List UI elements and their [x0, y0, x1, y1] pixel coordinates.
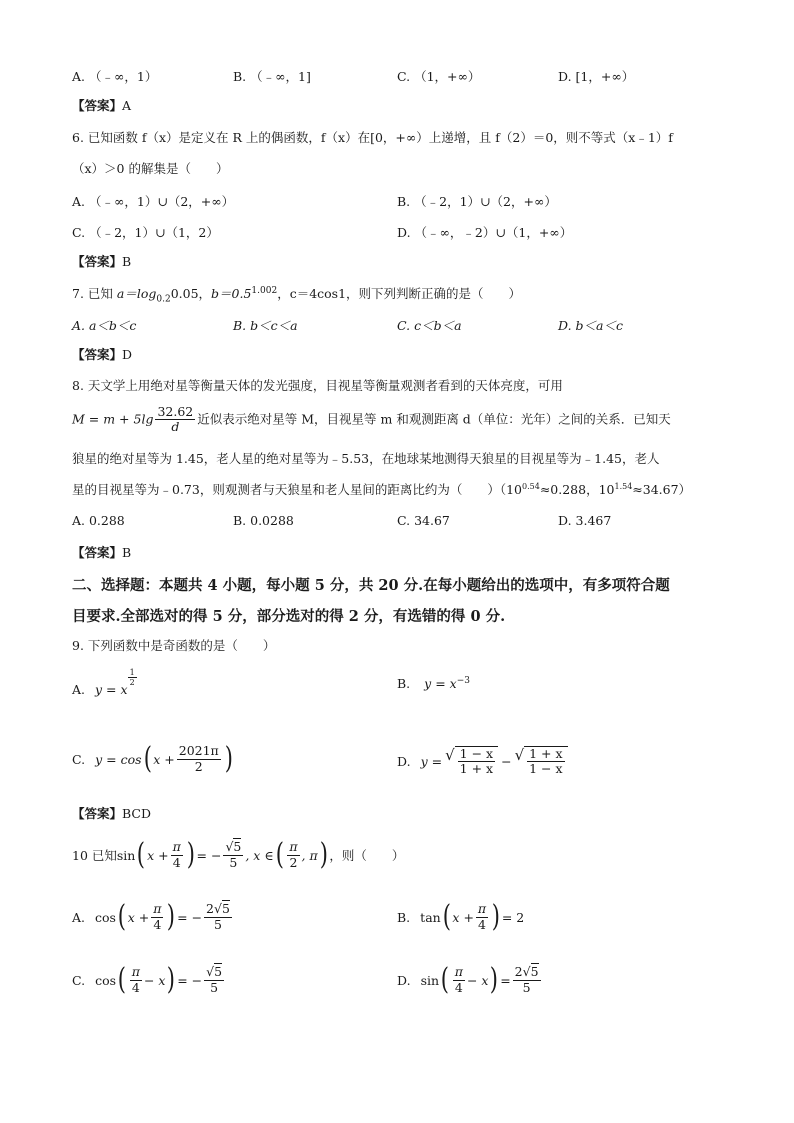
pi-end: , π	[301, 847, 318, 863]
q10-option-b	[397, 899, 525, 934]
q8-line4-a: 星的目视星等为﹣0.73，则观测者与天狼星和老人星间的距离比约为（ ）（10	[72, 482, 522, 498]
fraction-denominator: 4	[131, 979, 140, 995]
right-paren: )	[186, 837, 195, 872]
fraction-denominator: d	[171, 419, 180, 435]
section2-heading-line1: 二、选择题：本题共 4 小题，每小题 5 分，共 20 分.在每小题给出的选项中，有多项符合题	[72, 577, 670, 594]
q5-option-c: C. （1，+∞）	[397, 69, 481, 84]
answer-value: D	[122, 347, 133, 362]
q8-option-b: B. 0.0288	[233, 513, 294, 528]
cos-fn: cos	[95, 909, 116, 925]
q5-option-a: A. （﹣∞，1）	[72, 69, 158, 84]
fraction-denominator: 4	[172, 854, 181, 870]
exp-num: 1	[129, 668, 135, 677]
q6-stem-line2: （x）＞0 的解集是（ ）	[72, 161, 229, 176]
q8-line1: 8. 天文学上用绝对星等衡量天体的发光强度，目视星等衡量观测者看到的天体亮度，可用	[72, 378, 563, 393]
q6-option-b: B. （﹣2，1）∪（2，+∞）	[397, 194, 557, 209]
q8-exp1: 0.54	[522, 482, 540, 491]
q9-option-b	[397, 676, 470, 691]
pi-over-4	[151, 902, 163, 932]
q10-option-a	[72, 899, 234, 934]
eq-neg: = −	[196, 847, 222, 863]
option-label: C.	[72, 751, 86, 767]
answer-tag: 【答案】	[72, 545, 123, 560]
q7-option-c: C. c＜b＜a	[397, 318, 462, 333]
q8-option-d: D. 3.467	[558, 513, 612, 528]
q7-answer	[72, 347, 132, 364]
q9-c-fraction	[177, 744, 221, 774]
fraction-denominator: 5	[229, 854, 238, 870]
q8-option-a: A. 0.288	[72, 513, 125, 528]
q9-d-minus: −	[501, 753, 512, 769]
b-rhs: = 2	[501, 909, 525, 925]
q9-a-base: y = x	[95, 682, 128, 697]
minus-x: − x	[466, 972, 489, 988]
pi-over-4	[476, 902, 488, 932]
pi-over-2	[287, 840, 299, 870]
radicand: 5	[214, 964, 223, 980]
fraction-numerator: 1 + x	[529, 746, 563, 761]
equals: =	[500, 972, 511, 988]
q9-c-lhs: y = cos	[95, 751, 142, 767]
q10-prefix: 10 已知	[72, 848, 117, 863]
right-paren: )	[167, 962, 176, 997]
fraction-denominator: 5	[522, 979, 531, 995]
answer-value: A	[122, 98, 132, 113]
fraction-denominator: 2	[289, 854, 298, 870]
right-paren: )	[491, 899, 501, 934]
sqrt5-over-5	[223, 840, 243, 870]
fraction-numerator	[513, 965, 541, 980]
q9-stem: 9. 下列函数中是奇函数的是（ ）	[72, 638, 276, 653]
q8-line3: 狼星的绝对星等为 1.45，老人星的绝对星等为﹣5.53，在地球某地测得天狼星的目视星等为﹣1.45，老人	[72, 451, 660, 466]
q7-a-base: 0.2	[156, 294, 171, 305]
q10-stem	[72, 837, 405, 872]
x-in: , x ∈	[245, 847, 274, 863]
sqrt-2	[515, 746, 568, 777]
q9-a-exponent	[128, 668, 137, 687]
radical-icon: √	[522, 964, 531, 980]
radical-icon: √	[225, 839, 234, 855]
eq-neg: = −	[177, 972, 203, 988]
x-plus: x +	[452, 909, 474, 925]
2sqrt5-over-5	[513, 965, 541, 995]
fraction-denominator: 5	[214, 916, 222, 932]
exp-den: 2	[129, 678, 135, 688]
tan-fn: tan	[420, 909, 441, 925]
right-paren: )	[490, 962, 499, 997]
cos-fn: cos	[95, 972, 117, 988]
left-paren: (	[440, 962, 449, 997]
fraction-numerator: 2021π	[178, 743, 219, 759]
eq-neg: = −	[177, 909, 203, 925]
answer-tag: 【答案】	[72, 347, 123, 362]
minus-x: − x	[143, 972, 166, 988]
q7-option-d: D. b＜a＜c	[558, 318, 623, 333]
coef: 2	[514, 964, 523, 980]
option-label: B.	[397, 909, 411, 925]
q8-formula-fraction	[155, 405, 195, 435]
q10-option-c	[72, 962, 226, 997]
q9-b-exp: −3	[456, 676, 470, 686]
radical-icon: √	[514, 746, 525, 764]
q9-d-fraction2	[527, 747, 564, 777]
q7-stem	[72, 285, 521, 306]
q9-d-fraction1	[458, 747, 495, 777]
q6-option-d: D. （﹣∞，﹣2）∪（1，+∞）	[397, 225, 573, 240]
q8-formula-lhs: M = m + 5lg	[72, 411, 154, 427]
fraction-denominator: 1 + x	[459, 761, 494, 777]
q7-option-a: A. a＜b＜c	[72, 318, 137, 333]
radicand: 5	[233, 839, 242, 855]
q8-line2-rest: 近似表示绝对星等 M，目视星等 m 和观测距离 d（单位：光年）之间的关系．已知天	[197, 411, 671, 427]
fraction-numerator: π	[153, 901, 162, 917]
q8-line2	[72, 405, 671, 435]
q6-answer	[72, 254, 131, 271]
q10-suffix: ，则（ ）	[329, 848, 405, 863]
right-paren: )	[224, 741, 233, 776]
pi-over-4	[130, 965, 142, 995]
fraction-numerator	[204, 902, 232, 917]
fraction-numerator: π	[131, 964, 140, 980]
pi-over-4	[453, 965, 465, 995]
fraction-denominator: 4	[153, 916, 162, 932]
option-label: D.	[397, 972, 411, 988]
fraction-denominator: 2	[194, 758, 203, 774]
fraction-denominator: 1 − x	[529, 761, 563, 777]
q8-option-c: C. 34.67	[397, 513, 450, 528]
fraction-denominator: 5	[210, 979, 219, 995]
fraction-numerator: π	[172, 839, 181, 855]
2sqrt5-over-5	[204, 902, 232, 932]
q6-option-c: C. （﹣2，1）∪（1，2）	[72, 225, 219, 240]
x-plus: x +	[147, 847, 169, 863]
q5-option-d: D. [1，+∞）	[558, 69, 635, 84]
answer-tag: 【答案】	[72, 98, 123, 113]
left-paren: (	[143, 741, 152, 776]
q5-answer	[72, 98, 131, 115]
fraction-numerator: π	[454, 964, 463, 980]
fraction-numerator: 1 − x	[459, 746, 494, 761]
sqrt5-over-5	[204, 965, 224, 995]
x-plus: x +	[127, 909, 150, 925]
answer-value: B	[122, 545, 132, 560]
left-paren: (	[117, 962, 127, 997]
fraction-denominator: 4	[454, 979, 463, 995]
left-paren: (	[137, 837, 146, 872]
section2-heading-line2: 目要求.全部选对的得 5 分，部分选对的得 2 分，有选错的得 0 分.	[72, 608, 506, 625]
q5-option-b: B. （﹣∞，1]	[233, 69, 311, 84]
q8-exp2: 1.54	[614, 482, 633, 491]
q7-a-rest: 0.05，	[170, 286, 212, 302]
q7-option-b: B. b＜c＜a	[233, 318, 298, 333]
coef: 2	[206, 901, 214, 917]
q9-option-d	[397, 746, 568, 777]
radical-icon: √	[214, 901, 222, 917]
right-paren: )	[319, 837, 328, 872]
option-label: C.	[72, 972, 86, 988]
fraction-numerator: 32.62	[157, 404, 194, 419]
sin-fn: sin	[420, 972, 440, 988]
fraction-numerator: π	[289, 839, 298, 855]
q8-line4	[72, 482, 691, 499]
q9-option-c	[72, 741, 235, 776]
option-label: A.	[72, 682, 86, 697]
sin-fn: sin	[116, 847, 136, 863]
left-paren: (	[117, 899, 126, 934]
option-label: D.	[397, 753, 411, 769]
answer-tag: 【答案】	[72, 806, 123, 821]
fraction-numerator: π	[477, 901, 487, 917]
radicand: 5	[530, 964, 539, 980]
option-label: B.	[397, 676, 411, 692]
q9-option-a	[72, 668, 139, 697]
pi-over-4	[171, 840, 183, 870]
q6-stem-line1: 6. 已知函数 f（x）是定义在 R 上的偶函数，f（x）在[0，+∞）上递增，且 f（2）＝0，则不等式（x﹣1）f	[72, 130, 673, 145]
right-paren: )	[167, 899, 176, 934]
q8-line4-b: ≈0.288，10	[539, 482, 615, 498]
radical-icon: √	[445, 746, 455, 764]
q7-b-expr: b＝0.5	[211, 286, 252, 302]
fraction-numerator	[204, 965, 224, 980]
answer-value: B	[122, 254, 132, 269]
q6-option-a: A. （﹣∞，1）∪（2，+∞）	[72, 194, 235, 209]
q7-a-expr: a＝log	[116, 286, 157, 302]
q9-b-base: y = x	[424, 676, 457, 692]
radical-icon: √	[206, 964, 215, 980]
q9-c-x: x +	[153, 751, 175, 767]
radicand: 5	[221, 901, 230, 917]
q8-answer	[72, 545, 131, 562]
option-label: A.	[72, 909, 86, 925]
left-paren: (	[442, 899, 451, 934]
fraction-denominator: 4	[478, 916, 486, 932]
q9-d-lhs: y =	[420, 753, 443, 769]
q7-prefix: 7. 已知	[72, 286, 117, 302]
q7-c-expr: ，c＝4cos1，则下列判断正确的是（ ）	[277, 286, 522, 302]
answer-value: BCD	[122, 806, 152, 821]
q7-b-exp: 1.002	[251, 286, 278, 296]
left-paren: (	[275, 837, 284, 872]
q10-option-d	[397, 962, 543, 997]
sqrt-1	[445, 746, 498, 777]
fraction-numerator	[223, 840, 243, 855]
q9-answer	[72, 806, 151, 823]
q8-line4-c: ≈34.67）	[632, 482, 692, 498]
answer-tag: 【答案】	[72, 254, 123, 269]
